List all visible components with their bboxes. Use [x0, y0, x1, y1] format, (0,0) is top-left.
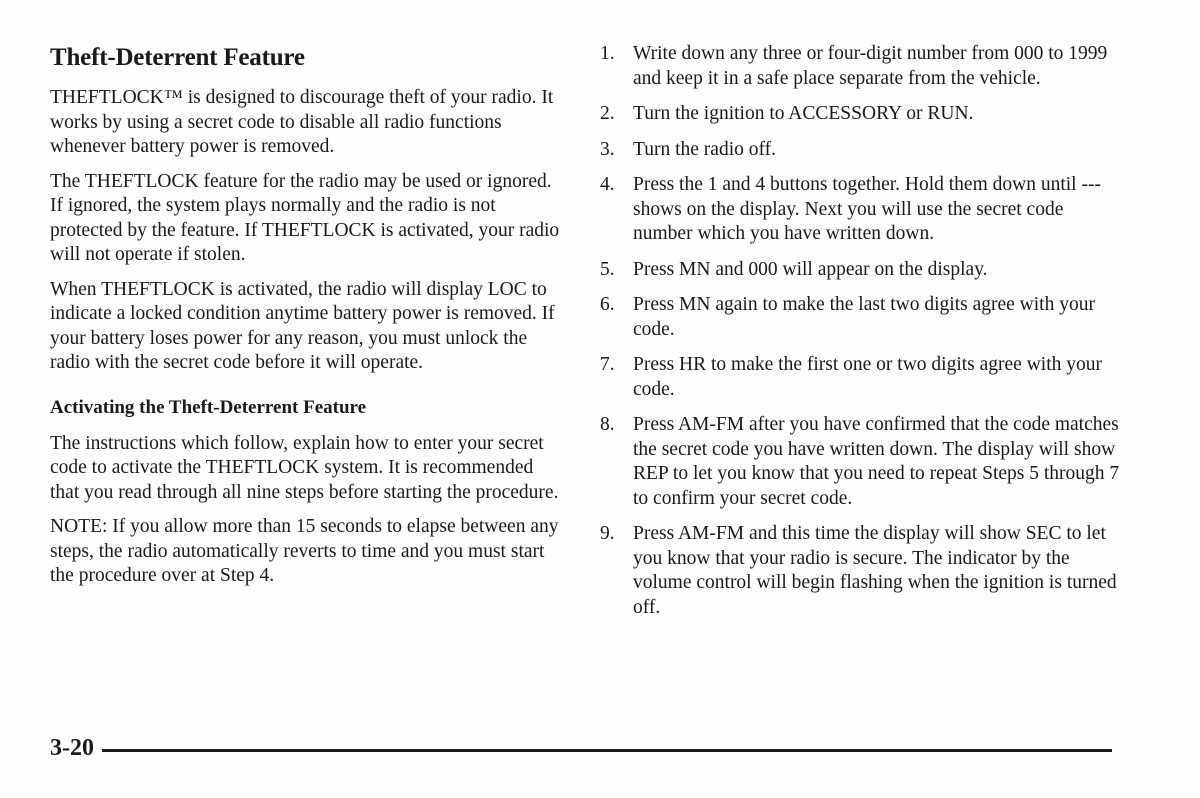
step-text: Press AM-FM after you have confirmed that the code matches the secret code you have written down. The display will show REP to let you know that you need to repeat Steps 5 through 7 to confirm your secret code. [633, 414, 1120, 509]
list-item [600, 138, 1120, 163]
step-text: Write down any three or four-digit number from 000 to 1999 and keep it in a safe place separate from the vehicle. [633, 43, 1108, 89]
list-item [600, 42, 1120, 91]
step-number: 8. [600, 414, 615, 435]
step-text: Turn the radio off. [633, 138, 776, 160]
footer-rule [102, 749, 1112, 752]
step-number: 9. [600, 523, 615, 544]
step-number: 7. [600, 354, 615, 375]
step-text: Press AM-FM and this time the display will show SEC to let you know that your radio is secure. The indicator by the volume control will begin flashing when the ignition is turned off. [633, 523, 1117, 618]
step-number: 4. [600, 174, 615, 195]
subsection-heading: Activating the Theft-Deterrent Feature [50, 396, 367, 418]
paragraph-locked: When THEFTLOCK is activated, the radio will display LOC to indicate a locked condition anytime battery power is removed. If your battery loses power for any reason, you must unlock the radio with the secret code before it will operate. [50, 278, 555, 373]
steps-list [600, 42, 1120, 620]
step-number: 5. [600, 258, 615, 280]
list-item [600, 522, 1120, 620]
paragraph-intro: THEFTLOCK™ is designed to discourage theft of your radio. It works by using a secret code to disable all radio functions whenever battery power is removed. [50, 87, 554, 157]
step-text: Turn the ignition to ACCESSORY or RUN. [633, 103, 974, 124]
paragraph-instructions: The instructions which follow, explain how to enter your secret code to activate the THEFTLOCK system. It is recommended that you read through all nine steps before starting the procedure. [50, 432, 559, 503]
step-number: 3. [600, 138, 615, 160]
step-text: Press MN again to make the last two digits agree with your code. [633, 294, 1095, 340]
list-item [600, 173, 1120, 247]
list-item [600, 413, 1120, 511]
step-text: Press the 1 and 4 buttons together. Hold them down until --- shows on the display. Next you will use the secret code number which you have written down. [633, 174, 1101, 244]
list-item [600, 353, 1120, 402]
section-heading: Theft-Deterrent Feature [50, 44, 305, 71]
step-text: Press MN and 000 will appear on the display. [633, 258, 988, 280]
page-number: 3-20 [50, 735, 94, 761]
step-number: 2. [600, 103, 615, 124]
step-number: 6. [600, 294, 615, 315]
list-item [600, 102, 1120, 127]
paragraph-usage: The THEFTLOCK feature for the radio may be used or ignored. If ignored, the system plays normally and the radio is not protected by the feature. If THEFTLOCK is activated, your radio will not operate if stolen. [50, 170, 560, 265]
page-footer [50, 733, 1112, 763]
step-text: Press HR to make the first one or two digits agree with your code. [633, 354, 1102, 400]
right-column [600, 42, 1120, 631]
paragraph-note: NOTE: If you allow more than 15 seconds to elapse between any steps, the radio automatically reverts to time and you must start the procedure over at Step 4. [50, 516, 559, 586]
step-number: 1. [600, 43, 615, 64]
left-column [50, 42, 565, 599]
list-item [600, 258, 1120, 283]
list-item [600, 293, 1120, 342]
